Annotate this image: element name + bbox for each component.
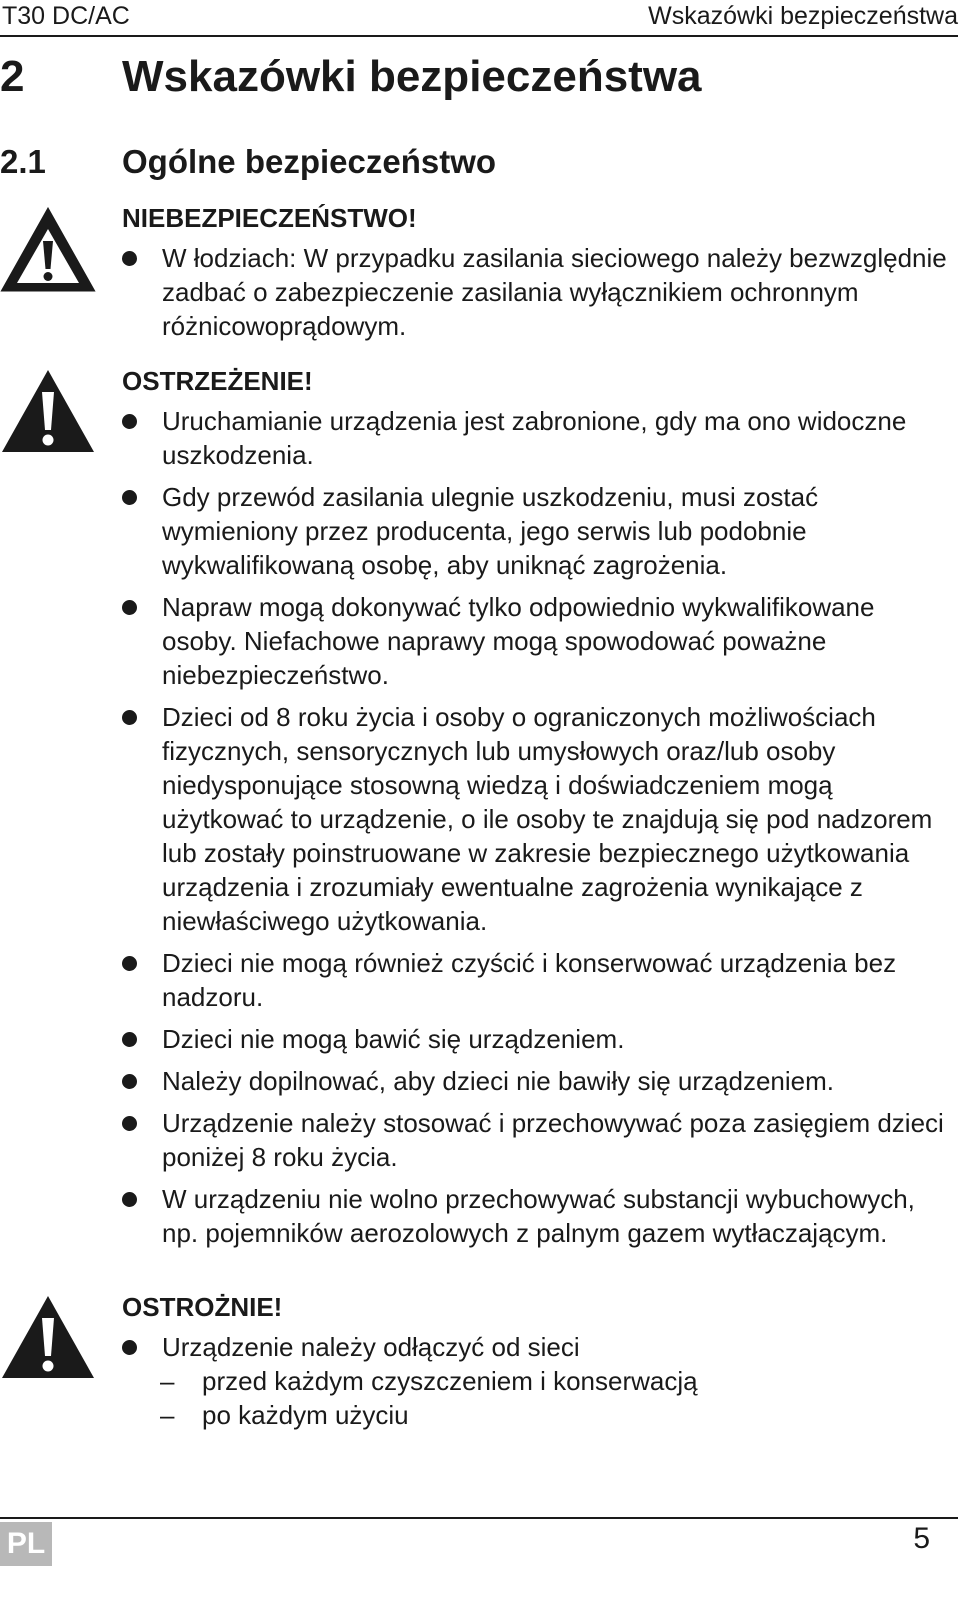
danger-block: [122, 201, 952, 351]
list-item: Należy dopilnować, aby dzieci nie bawiły się urządzeniem.: [122, 1064, 952, 1098]
page-header: [0, 0, 960, 38]
caution-block: [122, 1290, 952, 1432]
page-number: 5: [913, 1522, 930, 1555]
bullet-icon: [122, 414, 137, 429]
sub-list-item: – przed każdym czyszczeniem i konserwacją: [160, 1366, 698, 1396]
warning-triangle-icon: [0, 207, 96, 293]
running-title: Wskazówki bezpieczeństwa: [648, 2, 958, 30]
list-item: Dzieci nie mogą bawić się urządzeniem.: [122, 1022, 952, 1056]
bullet-icon: [122, 251, 137, 266]
bullet-icon: [122, 1116, 137, 1131]
warning-triangle-icon: [0, 1294, 96, 1380]
list-item: Dzieci od 8 roku życia i osoby o ograniczonych możliwościach fizycznych, sensorycznych lub umysłowych oraz/lub osoby niedysponujące stosowną wiedzą i doświadczeniem mogą użytkować to urządzenie, o ile osoby te znajdują się pod nadzorem lub zostały poinstruowane w zakresie bezpiecznego użytkowania urządzenia i zrozumiały ewentualne zagrożenia wynikające z niewłaściwego użytkowania.: [122, 700, 952, 938]
header-rule: [0, 35, 958, 37]
bullet-icon: [122, 490, 137, 505]
bullet-icon: [122, 1032, 137, 1047]
bullet-icon: [122, 1340, 137, 1355]
warning-triangle-icon: [0, 368, 96, 454]
list-item: Gdy przewód zasilania ulegnie uszkodzeniu, musi zostać wymieniony przez producenta, jego serwis lub podobnie wykwalifikowaną osobę, aby uniknąć zagrożenia.: [122, 480, 952, 582]
warning-signal-word: OSTRZEŻENIE!: [122, 366, 313, 396]
bullet-icon: [122, 1192, 137, 1207]
bullet-icon: [122, 956, 137, 971]
chapter-heading: [0, 52, 702, 102]
sub-list-item: – po każdym użyciu: [160, 1400, 409, 1430]
chapter-title: Wskazówki bezpieczeństwa: [122, 52, 702, 101]
language-tab: PL: [0, 1522, 52, 1566]
list-item: W łodziach: W przypadku zasilania sieciowego należy bezwzględnie zadbać o zabezpieczenie zasilania wyłącznikiem ochronnym różnicowoprądowym.: [122, 241, 952, 343]
list-item: Napraw mogą dokonywać tylko odpowiednio wykwalifikowane osoby. Niefachowe naprawy mogą spowodować poważne niebezpieczeństwo.: [122, 590, 952, 692]
dash-marker: –: [160, 1400, 175, 1430]
list-item: Urządzenie należy odłączyć od sieci: [122, 1330, 952, 1364]
bullet-icon: [122, 600, 137, 615]
list-item: Urządzenie należy stosować i przechowywać poza zasięgiem dzieci poniżej 8 roku życia.: [122, 1106, 952, 1174]
section-number: 2.1: [0, 143, 46, 180]
chapter-number: 2: [0, 52, 25, 101]
list-item: Uruchamianie urządzenia jest zabronione, gdy ma ono widoczne uszkodzenia.: [122, 404, 952, 472]
warning-block: [122, 364, 952, 1258]
dash-marker: –: [160, 1366, 175, 1396]
section-title: Ogólne bezpieczeństwo: [122, 143, 497, 180]
list-item: Dzieci nie mogą również czyścić i konserwować urządzenia bez nadzoru.: [122, 946, 952, 1014]
list-item: W urządzeniu nie wolno przechowywać substancji wybuchowych, np. pojemników aerozolowych z palnym gazem wytłaczającym.: [122, 1182, 952, 1250]
bullet-icon: [122, 1074, 137, 1089]
bullet-icon: [122, 710, 137, 725]
product-name: T30 DC/AC: [2, 2, 130, 30]
danger-signal-word: NIEBEZPIECZEŃSTWO!: [122, 203, 417, 233]
caution-signal-word: OSTROŻNIE!: [122, 1292, 283, 1322]
footer-rule: [0, 1517, 958, 1519]
section-heading: [0, 143, 496, 181]
